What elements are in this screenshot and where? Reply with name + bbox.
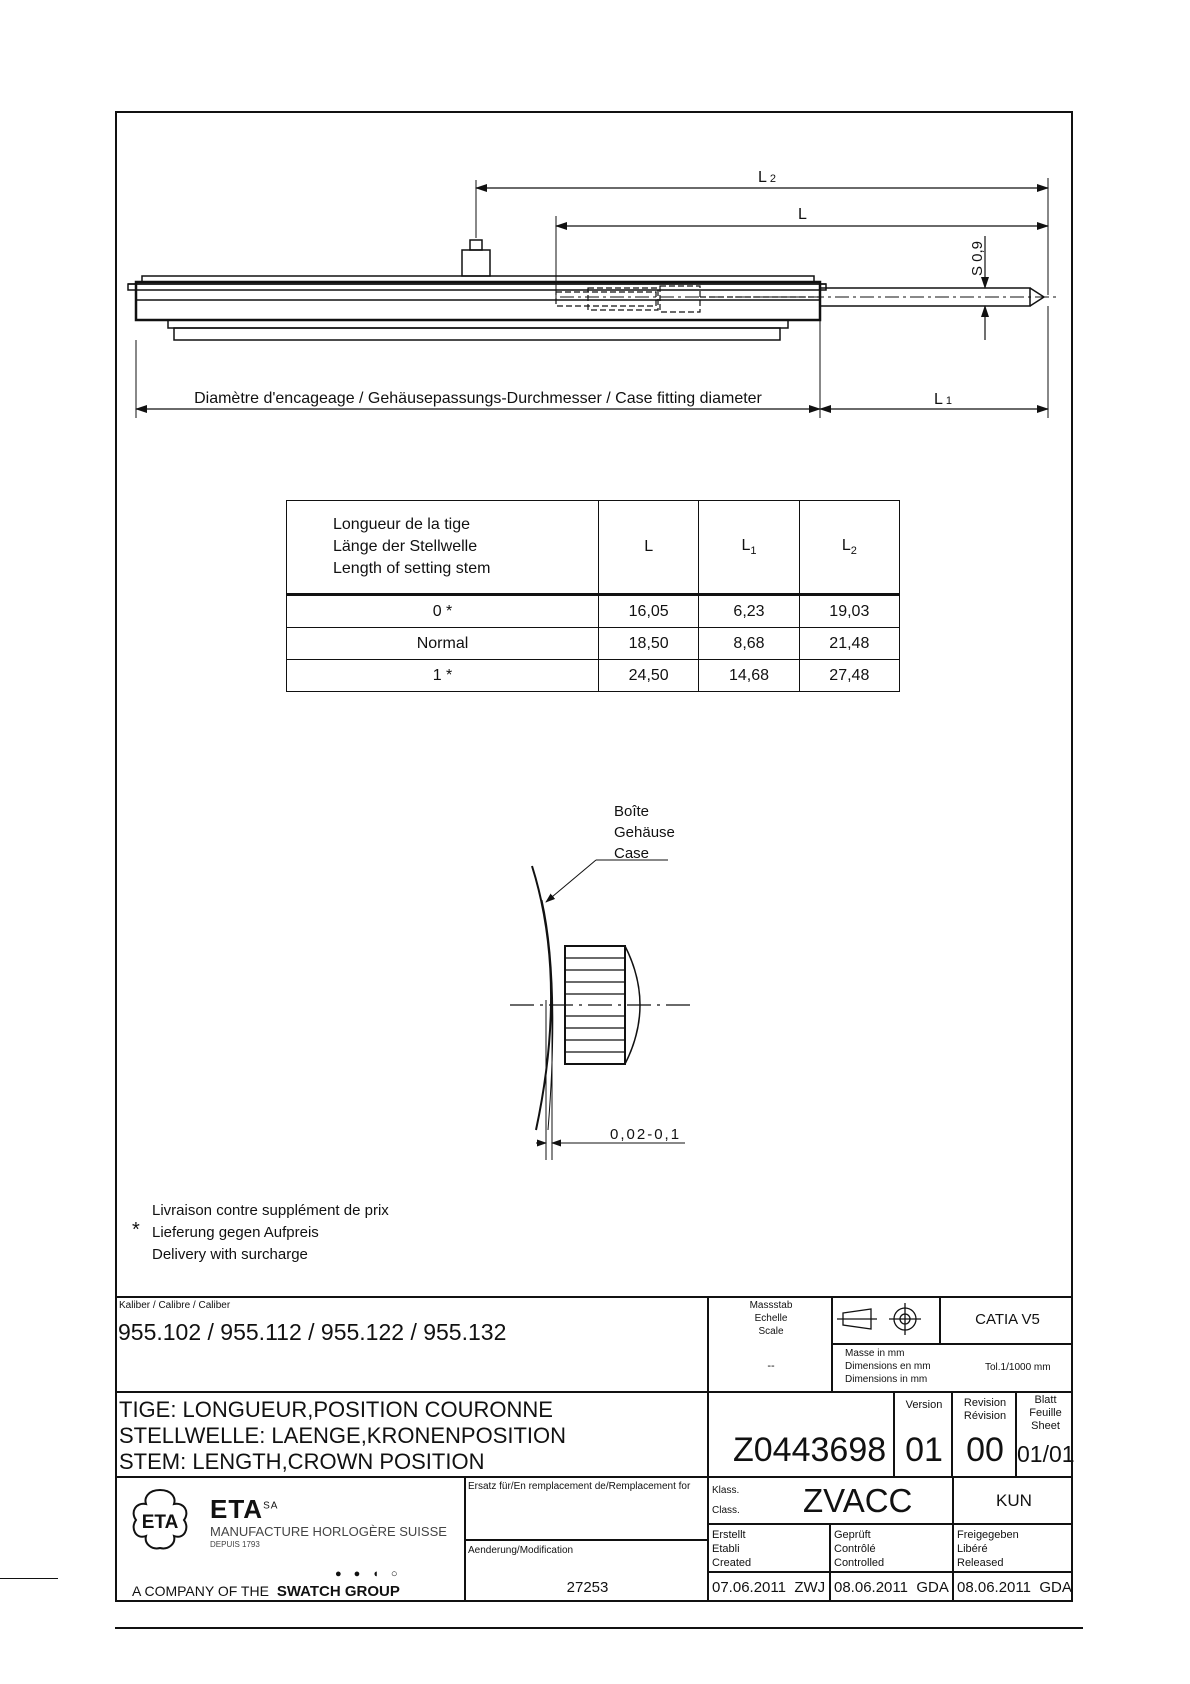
dim-l-label: L [798,206,807,223]
modification-label: Aenderung/Modification [468,1545,574,1556]
created-value: 07.06.2011 ZWJ [712,1579,826,1596]
header-line-de: Länge der Stellwelle [333,538,478,555]
table-row [287,628,900,660]
cell-l: 24,50 [599,660,699,692]
dim-l1-label: L 1 [934,391,953,408]
replacement-cell [465,1477,708,1540]
cell-l: 16,05 [599,595,699,628]
released-value-cell [953,1572,1073,1602]
cell-l2: 19,03 [799,595,899,628]
created-label-cell [708,1524,830,1572]
case-label-de: Gehäuse [614,824,675,841]
cell-l2: 27,48 [799,660,899,692]
crown-detail-view [480,780,740,1160]
first-angle-projection-icon [833,1297,937,1341]
cell-l1: 14,68 [699,660,799,692]
table-row [287,595,900,628]
checked-label: Geprüft Contrôlé Controlled [834,1529,885,1569]
row-label: 0 * [287,595,599,628]
note-line-fr: Livraison contre supplément de prix [152,1202,389,1219]
gap-dimension-label: 0,02-0,1 [610,1126,682,1143]
case-diameter-label: Diamètre d'encageage / Gehäusepassungs-Durchmesser / Case fitting diameter [194,390,762,407]
modification-cell [465,1540,708,1602]
company-cell [115,1477,465,1602]
dims-label: Masse in mm Dimensions en mm Dimensions in mm [845,1348,931,1385]
dimensions-cell [832,1344,1073,1392]
company-name: $ETA^{SA}$ [210,1494,279,1524]
released-value: 08.06.2011 GDA [957,1579,1072,1596]
header-line-en: Length of setting stem [333,560,491,577]
scale-value: -- [767,1360,775,1372]
checked-label-cell [830,1524,953,1572]
replacement-label: Ersatz für/En remplacement de/Remplacement for [468,1481,691,1492]
drawing-title: TIGE: LONGUEUR,POSITION COURONNE STELLWELLE: LAENGE,KRONENPOSITION STEM: LENGTH,CROWN POSITION [119,1397,567,1474]
revision-cell [952,1392,1016,1477]
svg-text:ETA: ETA [141,1512,179,1533]
table-row [287,660,900,692]
table-header-row [287,501,900,595]
company-since: DEPUIS 1793 [210,1540,260,1549]
dim-l2-label: L 2 [758,169,777,186]
dim-s-label: S 0,9 [969,240,986,276]
checked-value: 08.06.2011 GDA [834,1579,949,1596]
revision-value: 00 [966,1431,1004,1469]
class-label: Klass. Class. [712,1485,740,1516]
row-label: 1 * [287,660,599,692]
stem-side-view [0,0,1190,460]
released-label-cell [953,1524,1073,1572]
caliber-label: Kaliber / Calibre / Caliber [119,1300,231,1311]
stem-length-table [286,500,900,692]
swatch-group-dots: ●●◖○ [335,1568,410,1580]
class-value: ZVACC [803,1482,913,1519]
eta-logo-icon [126,1486,194,1554]
projection-symbol-cell [832,1296,940,1344]
note-line-en: Delivery with surcharge [152,1246,308,1263]
surcharge-star: * [132,1219,140,1241]
drawing-number: Z0443698 [733,1431,887,1469]
swatch-group-line: A COMPANY OF THE SWATCH GROUP [132,1583,400,1600]
col-header-l1: $L_1$ [699,501,799,595]
scale-cell [708,1296,832,1392]
cell-l2: 21,48 [799,628,899,660]
caliber-cell [115,1296,708,1392]
sheet-cell [1016,1392,1073,1477]
cad-system: CATIA V5 [975,1311,1040,1328]
scale-label: Massstab Echelle Scale [749,1300,793,1337]
version-cell [894,1392,952,1477]
company-line: MANUFACTURE HORLOGÈRE SUISSE [210,1524,447,1539]
customer-value: KUN [996,1491,1032,1510]
row-label: Normal [287,628,599,660]
modification-value: 27253 [566,1579,609,1596]
cell-l: 18,50 [599,628,699,660]
drawing-number-cell [708,1392,894,1477]
col-header-l2: $L_2$ [799,501,899,595]
version-label: Version [905,1399,943,1411]
created-value-cell [708,1572,830,1602]
header-line-fr: Longueur de la tige [333,516,470,533]
title-cell [115,1392,708,1477]
tolerance: Tol.1/1000 mm [985,1362,1051,1373]
customer-cell [953,1477,1073,1524]
sheet-label: Blatt Feuille Sheet [1029,1394,1062,1432]
checked-value-cell [830,1572,953,1602]
created-label: Erstellt Etabli Created [712,1529,752,1569]
sheet-value: 01/01 [1017,1441,1075,1467]
caliber-value: 955.102 / 955.112 / 955.122 / 955.132 [118,1319,507,1345]
released-label: Freigegeben Libéré Released [957,1529,1019,1569]
col-header-l: L [599,501,699,595]
margin-rule-bottom [115,1627,1083,1629]
swatch-group-name: SWATCH GROUP [276,1583,400,1600]
case-label-fr: Boîte [614,803,650,820]
table-header-label [287,501,599,595]
cell-l1: 6,23 [699,595,799,628]
revision-label: Revision Révision [963,1397,1007,1422]
surcharge-note [152,1200,389,1266]
cell-l1: 8,68 [699,628,799,660]
margin-rule-left [0,1578,58,1579]
version-value: 01 [905,1431,943,1469]
note-line-de: Lieferung gegen Aufpreis [152,1224,319,1241]
case-label-en: Case [614,845,650,862]
cad-cell [940,1296,1073,1344]
class-cell [708,1477,953,1524]
